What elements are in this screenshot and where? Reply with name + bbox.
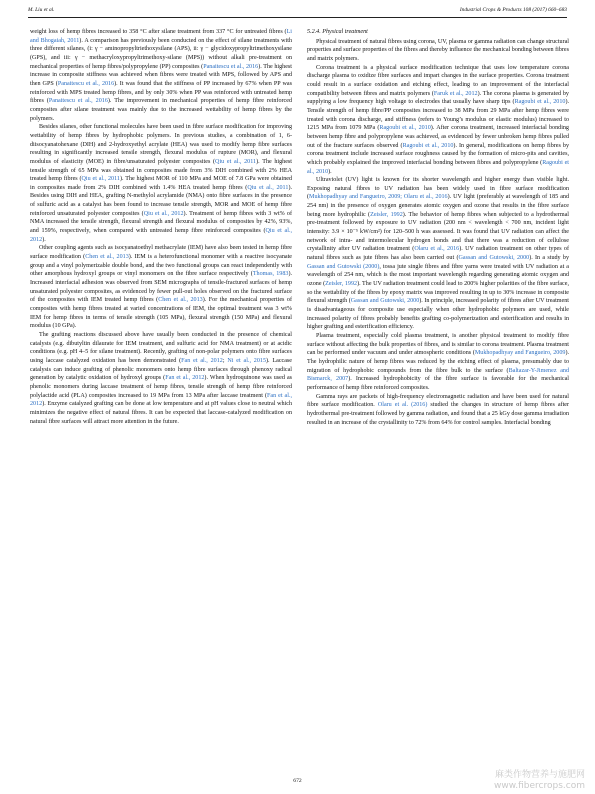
text-run: ). Treatment of hemp fibres with 3 wt% of NMA increased the tensile strength, flexural strength and flexural modulus of composites by 42%, 93%, and 159%, respectively, when compared with untreated hemp fibre reinforced composites ( xyxy=(30,210,292,235)
citation-link[interactable]: Ragoubi et al., 2010 xyxy=(514,99,566,106)
text-run: Besides silanes, other functional molecules have been used in fibre surface modification for improving wettability of hemp fibres by hydrophobic polymers. In previous studies, a combination of 1, 6- diisocyanatohexane (DIH) and 2-hydroxyethyl acrylate (HEA) was used to modify hemp fibre surfaces resulting in significantly increased tensile strength, flexural modulus of rupture (MOR), and flexural modulus of elasticity (MOE) in fibre/unsaturated polyester composites ( xyxy=(30,124,292,165)
citation-link[interactable]: Qiu et al., 2011 xyxy=(247,184,289,191)
citation-link[interactable]: Chen et al., 2013 xyxy=(158,297,203,304)
citation-link[interactable]: Fan et al., 2012 xyxy=(165,375,205,382)
text-run: ). A comparison has previously been conducted on the effect of silane treatments with three different silanes, (i: γ − aminopropyltriethoxysilane (APS), ii: γ − glycidoxypropyltrimethoxysilane (GPS), and iii: γ − methacryloxypropyltrimethoxy-silane (MPS)) without alkali pre-treatment on mechanical properties of hemp fibres/polypropylene (PP) composites ( xyxy=(30,37,292,70)
text-run: ). For the mechanical properties of composites with hemp fibres treated at varied concentrations of IEM, the optimal treatment was 3 wt% IEM for hemp fibres in terms of tensile strength (105 MPa), flexural strength (150 MPa) and flexural modulus (10 GPa). xyxy=(30,297,293,330)
citation-link[interactable]: Faruk et al., 2012 xyxy=(433,90,478,97)
paragraph xyxy=(30,331,292,426)
citation-link[interactable]: Qiu et al., 2011 xyxy=(81,176,120,183)
page-number: 672 xyxy=(293,778,302,784)
text-run: ). Tensile strength of hemp fibre/PP composites increased to 38 MPa from 29 MPa after hemp fibres were treated with corona discharge, and stiffness (refers to Young’s modulus or elastic modulus) increased to 1215 MPa from 1079 MPa ( xyxy=(307,99,569,132)
citation-link[interactable]: Ragoubi et al., 2010 xyxy=(307,159,569,175)
citation-link[interactable]: Ragoubi et al., 2010 xyxy=(402,142,454,149)
citation-link[interactable]: Qiu et al., 2012 xyxy=(30,228,292,243)
left-column xyxy=(30,28,292,426)
text-run: , tossa jute single fibres and fibre yarns were treated with UV radiation at a wavelength of 254 nm, which is the most important wavelength regarding generating atomic oxygen and ozone ( xyxy=(307,263,569,288)
text-run: ). The behavior of hemp fibres when subjected to a hydrothermal pre-treatment followed by exposure to UV radiation (200 nm < wavelength < 700 nm, incident light intensity: 3.9 × 10⁻⁵ kW/cm²) for 120–500 h was assessed. It was found that UV radiation can affect the network of intra- and intermolecular hydrogen bonds and that there was a reduction of cellulose crystallinity after UV radiation treatment ( xyxy=(307,211,569,253)
citation-link[interactable]: Mukhopadhyay and Fangueiro, 2009 xyxy=(474,350,566,357)
paragraph xyxy=(307,64,569,177)
paragraph xyxy=(30,28,292,123)
citation-link[interactable]: Gassan and Gutowski, 2000 xyxy=(350,298,420,305)
text-run: ). Besides using DIH and HEA, grafting N-methylol acrylamide (NMA) onto fibre surfaces in the presence of sulfuric acid as a catalyst has been found to increase tensile strength, MOR and MOE of hemp fibre reinforced unsaturated polyester composites ( xyxy=(30,184,292,217)
text-run: ). Enzyme catalyzed grafting can be done at low temperature and at pH values close to neutral which minimizes the negative effect of natural fibres. It can be expected that laccase-catalyzed modification on natural fibre surfaces will attract more attention in the future. xyxy=(30,401,292,425)
citation-link[interactable]: Chen et al., 2013 xyxy=(85,254,129,261)
header-authors: M. Liu et al. xyxy=(28,7,55,13)
citation-link[interactable]: Gassan and Gutowski, 2000 xyxy=(458,255,530,262)
text-run: ). UV radiation treatment on other types of natural fibres such as jute fibres has also been carried out ( xyxy=(307,246,569,262)
text-run: ). The UV radiation treatment could lead to 200% higher polarities of the fibre surface, so the wettability of the fibres by epoxy matrix was improved resulting in up to 30% increase in composite flexural strength ( xyxy=(307,281,569,305)
text-run: The grafting reactions discussed above have usually been conducted in the presence of chemical catalysts (e.g. dibutyltin dilaurate for IEM treatment, and sulfuric acid for NMA treatment) or at acidic conditions (e.g. pH 4–5 for silane treatment). Recently, grafting of non-polar polymers onto fibre surfaces using laccase catalyzed oxidation has been demonstrated ( xyxy=(30,331,292,364)
paragraph xyxy=(307,176,569,332)
text-run: studied the changes in structure of hemp fibres after hydrothermal pre-treatment followed by gamma radiation, and found that a 25 kGy dose gamma irradiation resulted in an increase of the crystallinity to 72% from 64% for control samples. Interfacial bonding xyxy=(307,402,570,426)
text-run: ). When hydroquinone was used as phenolic monomers during laccase treatment of hemp fibres, tensile strength of hemp fibre reinforced polylactide acid (PLA) composites increased to 19 MPa from 13 MPa after laccase treatment ( xyxy=(30,375,293,399)
paragraph xyxy=(307,332,569,393)
text-run: ). xyxy=(328,168,332,175)
text-run: ). IEM is a heterofunctional monomer with a reactive isocyanate group and a vinyl polymerizable double bond, and the two functional groups can react independently with other amorphous hydroxyl groups or vinyl monomers on the fibre surface respectively ( xyxy=(30,254,293,278)
text-run: ). Laccase catalysis can induce grafting of phenolic monomers onto hemp fibre surfaces through phenoxy radical generation by catalytic oxidation of hydroxyl groups ( xyxy=(30,357,293,382)
text-run: Corona treatment is a physical surface modification technique that uses low temperature corona discharge plasma to oxidize fibre surfaces and impart changes in the surface properties. Corona treatment could result in a surface oxidation and etching effect, leading to an improvement of the interfacial compatibility between fibres and matrix polymers ( xyxy=(307,64,569,97)
citation-link[interactable]: Qiu et al., 2012 xyxy=(143,210,184,217)
header-journal: Industrial Crops & Products 108 (2017) 660–683 xyxy=(459,7,567,13)
paragraph xyxy=(30,123,292,244)
watermark xyxy=(494,770,585,792)
citation-link[interactable]: Gassan and Gutowski (2000) xyxy=(307,263,380,270)
text-run: Ultraviolet (UV) light is known for its shorter wavelength and higher energy than visible light. Exposing natural fibres to UV radiation has been widely used in fibre surface modification ( xyxy=(307,177,569,201)
paragraph xyxy=(30,244,292,331)
citation-link[interactable]: Thomas, 1983 xyxy=(252,271,289,278)
text-run: ). The highest increase in composite stiffness was achieved when fibres were treated with MPS, followed by APS and then GPS ( xyxy=(30,63,292,87)
citation-link[interactable]: Olaru et al., 2016 xyxy=(414,246,460,253)
text-run: Other coupling agents such as isocyanatoethyl methacrylate (IEM) have also been tested in hemp fibre surface modification ( xyxy=(30,245,292,261)
text-run: ). It was found that the stiffness of PP increased by 67% when PP was reinforced with MPS treated hemp fibres, and by only 30% when PP was reinforced with untreated hemp fibres ( xyxy=(30,80,292,105)
text-run: ). UV light (preferably at wavelength of 185 and 254 nm) in the presence of oxygen generates atomic oxygen and ozone that results in the fibre surface being more hydrophilic ( xyxy=(307,194,569,218)
text-run: ). In general, modifications on hemp fibres by corona treatment include increased surface roughness caused by the formation of micro-pits and cavities, which probably explained the improved interfacial bonding between fibres and polypropylene ( xyxy=(307,142,569,166)
citation-link[interactable]: Panaitescu et al., 2016 xyxy=(48,98,108,105)
citation-link[interactable]: Panaitescu et al., 2016 xyxy=(203,63,259,70)
section-heading xyxy=(307,28,569,37)
citation-link[interactable]: Panaitescu et al., 2016 xyxy=(57,80,115,87)
citation-link[interactable]: Fan et al., 2012 xyxy=(30,392,292,408)
text-run: ). The hydrophilic nature of hemp fibres was reduced by the etching effect of plasma, presumably due to migration of hydrophobic compounds from the fibre bulk to the surface ( xyxy=(307,350,569,374)
watermark-line1: 麻类作物营养与施肥网 xyxy=(494,770,585,780)
text-run: ). The corona plasma is generated by supplying a low frequency high voltage to electrodes that usually have sharp tips ( xyxy=(307,90,569,106)
citation-link[interactable]: Li and Bhogaiah, 2011 xyxy=(30,29,292,44)
text-run: ). The highest MOR of 110 MPa and MOE of 7.8 GPa were obtained in composites made from 2% DIH combined with 1.4% HEA treated hemp fibres ( xyxy=(30,176,293,191)
citation-link[interactable]: Qiu et al., 2011 xyxy=(215,158,257,165)
running-header xyxy=(28,5,567,17)
citation-link[interactable]: Ragoubi et al., 2010 xyxy=(379,125,431,132)
text-run: Physical treatment of natural fibres using corona, UV, plasma or gamma radiation can change structural properties and surface properties of the fibres and thereby influence the mechanical bonding between fibres and matrix polymers. xyxy=(307,38,569,62)
text-run: 5.2.4. Physical treatment xyxy=(307,29,368,35)
right-column xyxy=(307,28,569,427)
text-run: ). xyxy=(42,236,46,243)
text-run: ). Increased hydrophobicity of the fibre surface is favorable for the mechanical performance of hemp fibre reinforced composites. xyxy=(307,376,569,391)
citation-link[interactable]: Mukhopadhyay and Fangueiro, 2009; Olaru et al., 2016 xyxy=(309,194,448,201)
text-run: weight loss of hemp fibres increased to 358 °C after silane treatment from 337 °C for untreated fibres ( xyxy=(30,29,287,35)
text-run: ). Increased interfacial adhesion was observed from SEM micrographs of tensile-fractured surfaces of hemp unsaturated polyester composites, as evidenced by fewer pull-out holes observed on the fractured surface of the composites with IEM treated hemp fibres ( xyxy=(30,271,292,304)
text-run: ). After corona treatment, increased interfacial bonding between hemp fibre and polypropylene was achieved, as evidenced by fewer unbroken hemp fibres pulled out of the fracture surfaces observed ( xyxy=(307,125,569,149)
text-run: ). The improvement in mechanical properties of hemp fibre reinforced composites after silane treatment was mainly due to the increased wettability of hemp fibres by the polymers. xyxy=(30,98,292,122)
citation-link[interactable]: Fan et al., 2012 xyxy=(181,357,223,364)
citation-link[interactable]: Olaru et al. (2016) xyxy=(377,402,428,409)
citation-link[interactable]: Zeisler, 1992 xyxy=(325,281,358,288)
watermark-line2: www.fibercrops.com xyxy=(494,781,585,791)
text-run: ; xyxy=(222,357,228,364)
paragraph xyxy=(307,393,569,428)
paragraph xyxy=(307,38,569,64)
header-rule xyxy=(28,17,567,18)
citation-link[interactable]: Baltazar-Y-Jimenez and Bismarck, 2007 xyxy=(307,367,569,383)
text-run: Plasma treatment, especially cold plasma treatment, is another physical treatment to modify fibre surface without affecting the bulk properties of fibres, and is similar to corona treatment. Plasma treatment can be performed under vacuum and under atmospheric conditions ( xyxy=(307,332,569,357)
citation-link[interactable]: Ni et al., 2015 xyxy=(227,357,266,364)
text-run: Gamma rays are packets of high-frequency electromagnetic radiation and have been used for natural fibre surface modification. xyxy=(307,393,569,409)
citation-link[interactable]: Zeisler, 1992 xyxy=(370,211,403,218)
text-run: ). The highest tensile strength of 65 MPa was obtained in composites made from 3% DIH combined with 2% HEA treated hemp fibres ( xyxy=(30,158,292,183)
text-run: ). In a study by xyxy=(529,255,569,262)
text-run: ). In principle, increased polarity of fibres after UV treatment is disadvantageous for composite use especially when other hydrophobic polymers are used, while increased polarity of fibres probably benefits grafting co-polymerization and esterification and results in higher grafting and esterification efficiency. xyxy=(307,298,569,331)
